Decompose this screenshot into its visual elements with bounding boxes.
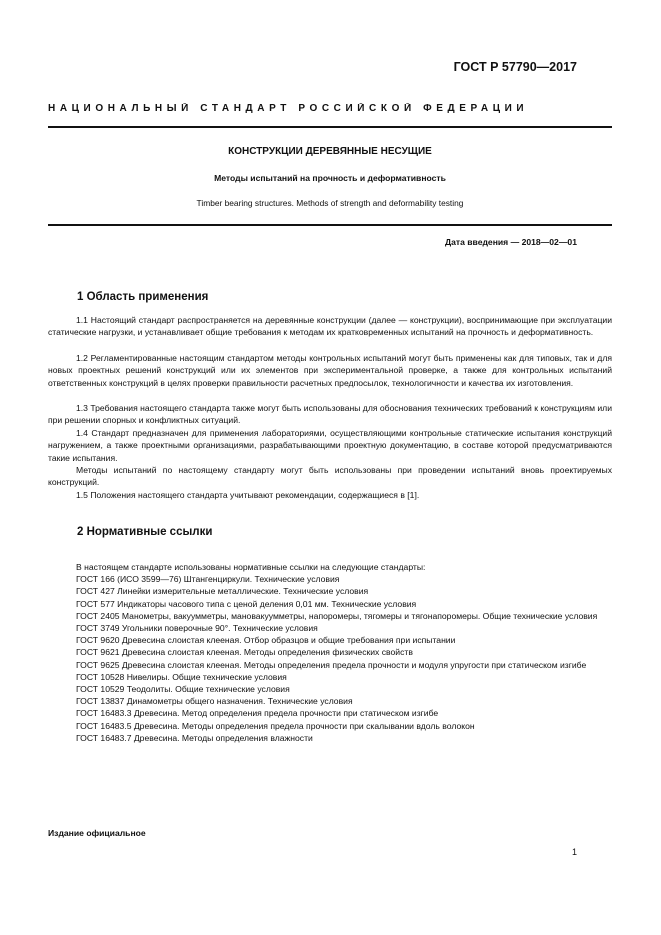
national-standard-banner: НАЦИОНАЛЬНЫЙ СТАНДАРТ РОССИЙСКОЙ ФЕДЕРАЦИИ (48, 103, 529, 114)
page-number: 1 (571, 847, 577, 857)
section-2-heading: 2 Нормативные ссылки (77, 526, 213, 538)
reference-item: ГОСТ 16483.7 Древесина. Методы определения влажности (76, 732, 313, 743)
paragraph-1-4-note: Методы испытаний по настоящему стандарту могут быть использованы при проведении испытаний вновь проектируемых конструкций. (48, 465, 612, 488)
reference-item: ГОСТ 166 (ИСО 3599—76) Штангенциркули. Технические условия (76, 574, 340, 585)
reference-item: ГОСТ 9620 Древесина слоистая клееная. Отбор образцов и общие требования при испытании (76, 635, 456, 646)
paragraph-1-2: 1.2 Регламентированные настоящим стандартом методы контрольных испытаний могут быть применены как для типовых, так и для новых проектных решений конструкций или их элементов при экспериментальной проверке, а также для контрольных испытаний ответственных конструкций в целях проверки правильности расчетных предпосылок, технологичности и качества их изготовления. (48, 353, 612, 388)
bottom-rule (48, 224, 612, 226)
reference-item: ГОСТ 9625 Древесина слоистая клееная. Методы определения предела прочности и модуля упругости при статическом изгибе (76, 659, 587, 670)
reference-item: ГОСТ 427 Линейки измерительные металлические. Технические условия (76, 586, 369, 597)
document-subtitle: Методы испытаний на прочность и деформативность (214, 173, 446, 183)
reference-item: ГОСТ 16483.5 Древесина. Методы определения предела прочности при скалывании вдоль волокон (76, 720, 475, 731)
reference-item: ГОСТ 10529 Теодолиты. Общие технические условия (76, 684, 290, 695)
reference-item: ГОСТ 13837 Динамометры общего назначения. Технические условия (76, 696, 353, 707)
reference-item: ГОСТ 10528 Нивелиры. Общие технические условия (76, 671, 287, 682)
paragraph-1-1: 1.1 Настоящий стандарт распространяется на деревянные конструкции (далее — конструкции), воспринимающие при эксплуатации статические нагрузки, и устанавливает общие требования к методам их кратковременных испытаний на прочность и деформативность. (48, 315, 612, 338)
paragraph-1-4: 1.4 Стандарт предназначен для применения лабораториями, осуществляющими контрольные статические испытания конструкций нагружением, а также проектными организациями, разрабатывающими проектную документацию, в составе которой предусматриваются такие испытания. (48, 428, 612, 463)
document-title: КОНСТРУКЦИИ ДЕРЕВЯННЫЕ НЕСУЩИЕ (228, 146, 432, 157)
reference-item: ГОСТ 3749 Угольники поверочные 90°. Технические условия (76, 623, 318, 634)
paragraph-1-5: 1.5 Положения настоящего стандарта учитывают рекомендации, содержащиеся в [1]. (76, 490, 420, 500)
introduction-date: Дата введения — 2018—02—01 (444, 237, 577, 247)
official-edition-label: Издание официальное (48, 828, 146, 838)
reference-item: ГОСТ 9621 Древесина слоистая клееная. Методы определения физических свойств (76, 647, 413, 658)
english-title: Timber bearing structures. Methods of strength and deformability testing (196, 198, 464, 208)
paragraph-1-3: 1.3 Требования настоящего стандарта также могут быть использованы для обоснования технических требований к конструкциям или при решении спорных и конфликтных ситуаций. (48, 403, 612, 426)
standard-code: ГОСТ Р 57790—2017 (453, 60, 577, 74)
reference-item: ГОСТ 16483.3 Древесина. Метод определения предела прочности при статическом изгибе (76, 708, 439, 719)
top-rule (48, 126, 612, 128)
references-list (48, 561, 612, 744)
reference-item: ГОСТ 577 Индикаторы часового типа с ценой деления 0,01 мм. Технические условия (76, 598, 417, 609)
section-1-heading: 1 Область применения (77, 291, 209, 303)
reference-item: ГОСТ 2405 Манометры, вакуумметры, мановакуумметры, напоромеры, тягомеры и тягонапоромеры. Общие технические условия (76, 610, 598, 621)
references-intro: В настоящем стандарте использованы нормативные ссылки на следующие стандарты: (76, 562, 426, 572)
